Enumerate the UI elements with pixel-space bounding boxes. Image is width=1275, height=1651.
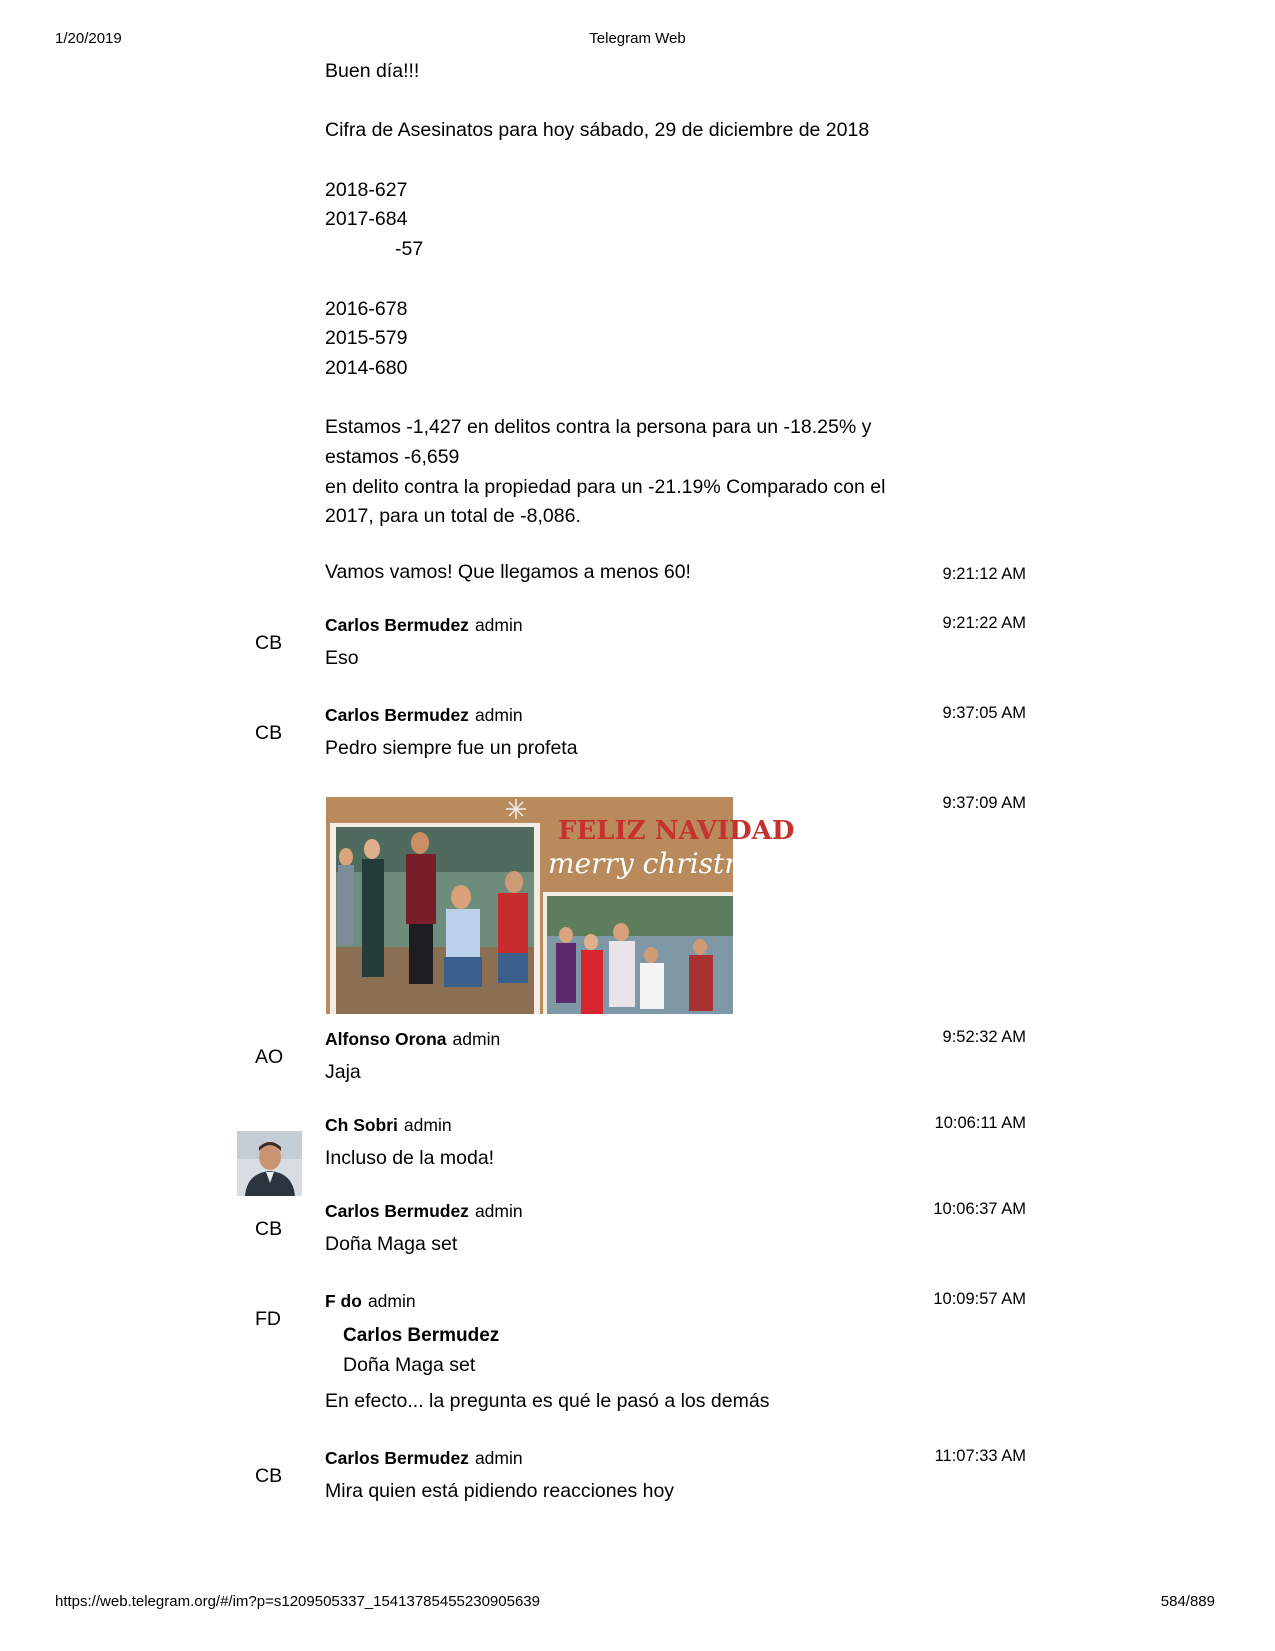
print-date: 1/20/2019 (55, 30, 122, 47)
message-line: Estamos -1,427 en delitos contra la persona para un -18.25% y (325, 416, 872, 439)
photo-greeting: FELIZ NAVIDAD (558, 816, 795, 846)
print-title: Telegram Web (589, 30, 686, 47)
message-time: 9:37:05 AM (942, 704, 1026, 722)
message-time: 10:09:57 AM (933, 1290, 1026, 1308)
message-line: estamos -6,659 (325, 446, 460, 469)
message-sender[interactable] (325, 1115, 452, 1136)
message-text: En efecto... la pregunta es qué le pasó a los demás (325, 1390, 770, 1412)
message-sender[interactable] (325, 1201, 523, 1222)
avatar-initials[interactable]: CB (255, 722, 283, 744)
message-line: Buen día!!! (325, 60, 420, 82)
avatar-initials[interactable]: CB (255, 632, 283, 654)
message-text: Mira quien está pidiendo reacciones hoy (325, 1480, 675, 1502)
print-page-number: 584/889 (1160, 1593, 1215, 1610)
avatar-initials[interactable]: FD (255, 1308, 281, 1330)
message-line: -57 (395, 238, 424, 261)
sender-role: admin (474, 615, 523, 635)
user-avatar-photo[interactable] (237, 1131, 302, 1196)
sender-name[interactable]: Carlos Bermudez (325, 615, 469, 635)
avatar-initials[interactable]: AO (255, 1046, 284, 1068)
message-line: 2017, para un total de -8,086. (325, 505, 581, 528)
message-line: 2018-627 (325, 178, 408, 201)
christmas-card-photo[interactable] (326, 797, 795, 1014)
message-line: en delito contra la propiedad para un -21.19% Comparado con el (325, 475, 886, 498)
message-time: 9:52:32 AM (942, 1028, 1026, 1046)
message-time: 10:06:37 AM (933, 1200, 1026, 1218)
reply-quote-sender[interactable]: Carlos Bermudez (343, 1325, 500, 1346)
message-text-block (325, 57, 885, 532)
sender-role: admin (367, 1291, 416, 1311)
message-text: Doña Maga set (325, 1233, 458, 1255)
print-url: https://web.telegram.org/#/im?p=s1209505337_15413785455230905639 (55, 1593, 540, 1610)
message-line: 2016-678 (325, 297, 408, 320)
message-time: 9:21:22 AM (942, 614, 1026, 632)
message-sender[interactable] (325, 705, 523, 726)
message-text: Eso (325, 647, 359, 669)
message-time: 9:21:12 AM (942, 565, 1026, 583)
sender-role: admin (474, 1448, 523, 1468)
sender-role: admin (403, 1115, 452, 1135)
sender-name[interactable]: Carlos Bermudez (325, 705, 469, 725)
photo-script: merry christm (548, 847, 751, 880)
sender-name[interactable]: Ch Sobri (325, 1115, 398, 1135)
sender-role: admin (474, 1201, 523, 1221)
message-sender[interactable] (325, 1029, 500, 1050)
message-text: Pedro siempre fue un profeta (325, 737, 578, 759)
message-time: 10:06:11 AM (934, 1114, 1026, 1132)
reply-quote-text[interactable]: Doña Maga set (343, 1354, 476, 1376)
sender-name[interactable]: Carlos Bermudez (325, 1201, 469, 1221)
message-text: Vamos vamos! Que llegamos a menos 60! (325, 561, 691, 583)
sender-name[interactable]: Carlos Bermudez (325, 1448, 469, 1468)
message-line: 2014-680 (325, 356, 408, 379)
message-sender[interactable] (325, 1448, 523, 1469)
message-sender[interactable] (325, 1291, 416, 1312)
message-line: 2015-579 (325, 327, 408, 350)
sender-role: admin (474, 705, 523, 725)
sender-name[interactable]: Alfonso Orona (325, 1029, 447, 1049)
message-time: 9:37:09 AM (942, 794, 1026, 812)
message-text: Jaja (325, 1061, 361, 1083)
message-text: Incluso de la moda! (325, 1147, 495, 1169)
avatar-initials[interactable]: CB (255, 1218, 283, 1240)
avatar-initials[interactable]: CB (255, 1465, 283, 1487)
sender-role: admin (452, 1029, 501, 1049)
message-line: Cifra de Asesinatos para hoy sábado, 29 de diciembre de 2018 (325, 119, 870, 142)
message-sender[interactable] (325, 615, 523, 636)
sender-name[interactable]: F do (325, 1291, 362, 1311)
message-time: 11:07:33 AM (934, 1447, 1026, 1465)
message-line: 2017-684 (325, 208, 408, 231)
